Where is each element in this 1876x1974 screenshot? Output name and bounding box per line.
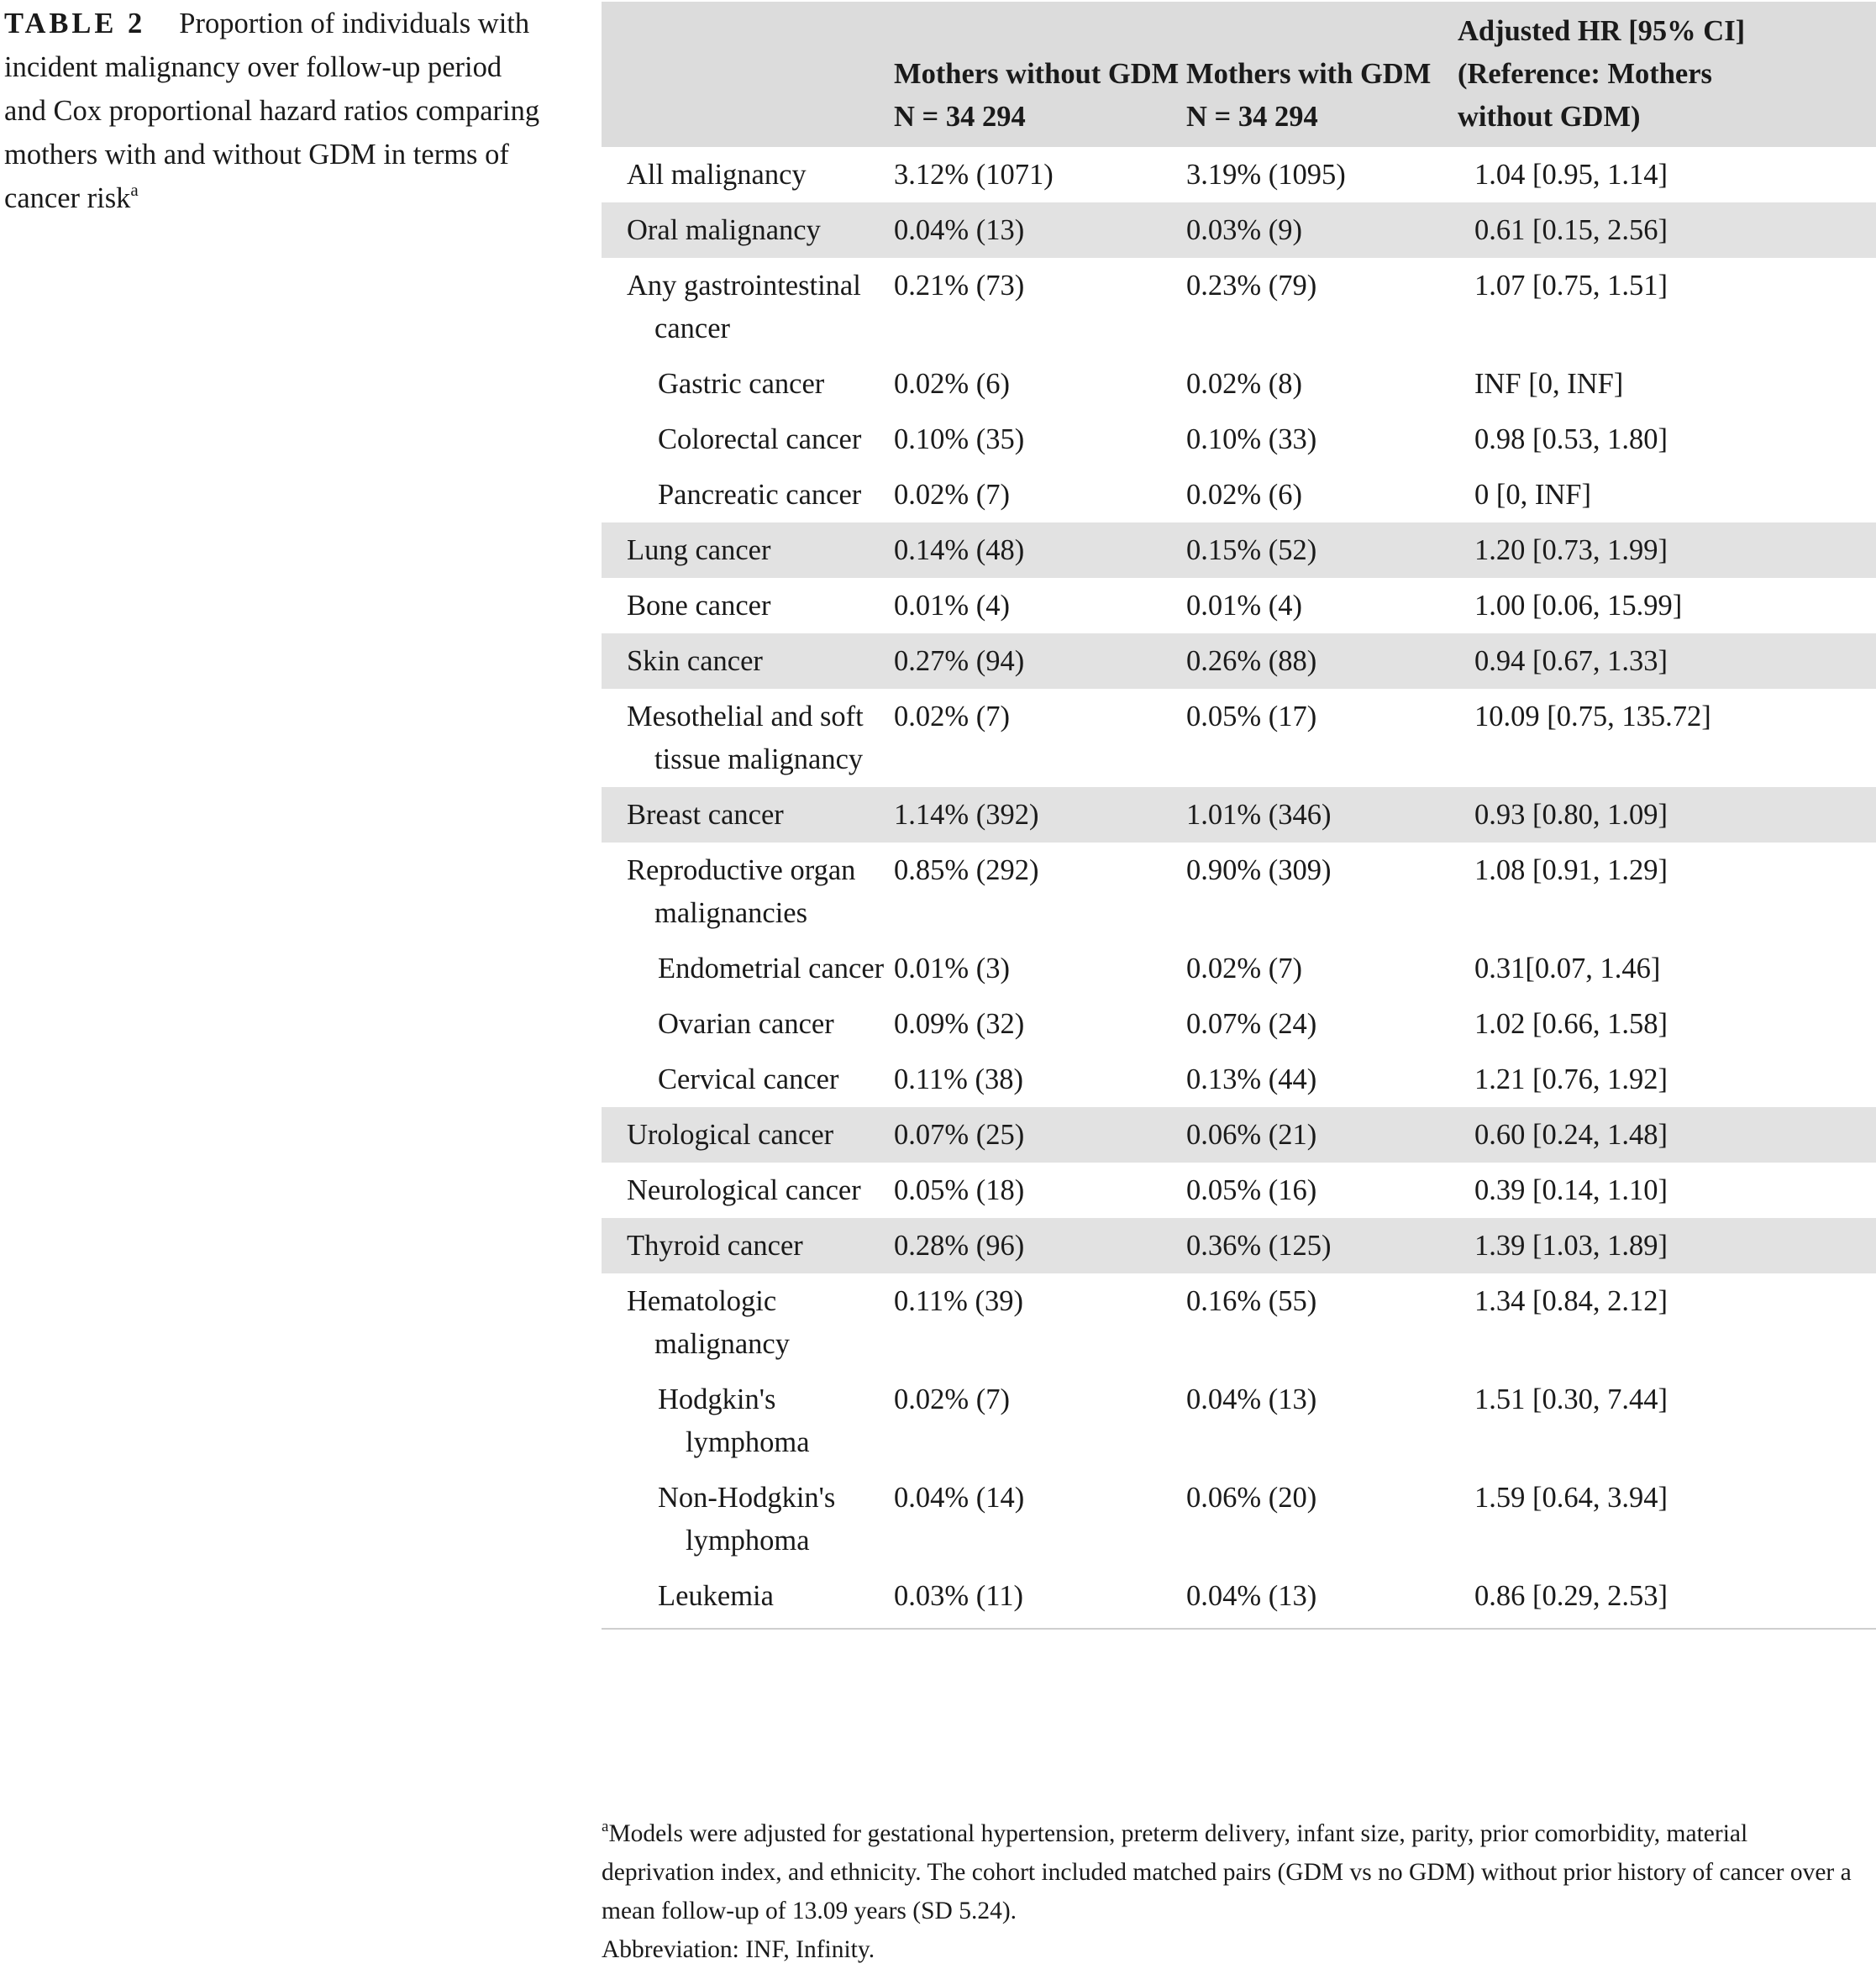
cell-mothers-with-gdm: 0.13% (44) <box>1186 1063 1317 1095</box>
cell-mothers-with-gdm: 0.03% (9) <box>1186 202 1458 258</box>
table-row <box>602 1218 1876 1273</box>
table-row <box>602 633 1876 689</box>
outcome-label: Hematologic malignancy <box>627 1285 790 1360</box>
cell-adjusted-hr: 1.39 [1.03, 1.89] <box>1458 1218 1876 1273</box>
outcome-label: Colorectal cancer <box>658 423 862 455</box>
cell-mothers-without-gdm: 0.07% (25) <box>894 1107 1186 1163</box>
outcome-label: Leukemia <box>658 1580 774 1612</box>
header-mothers-with-gdm <box>1186 2 1458 147</box>
cell-outcome-name <box>602 633 894 689</box>
cell-adjusted-hr: 1.07 [0.75, 1.51] <box>1474 270 1668 302</box>
cell-mothers-without-gdm: 0.02% (7) <box>894 1383 1010 1415</box>
cell-adjusted-hr: INF [0, INF] <box>1474 368 1624 400</box>
table-row <box>602 258 1876 356</box>
cell-mothers-with-gdm: 0.04% (13) <box>1186 1383 1317 1415</box>
outcome-label: Hodgkin's lymphoma <box>658 1383 810 1458</box>
cell-outcome-name <box>602 412 894 467</box>
table-row <box>602 843 1876 941</box>
table-row <box>602 941 1876 996</box>
outcome-label: Breast cancer <box>627 799 784 831</box>
table-row <box>602 1052 1876 1107</box>
cell-adjusted-hr: 0.39 [0.14, 1.10] <box>1474 1174 1668 1206</box>
cell-adjusted-hr: 1.21 [0.76, 1.92] <box>1474 1063 1668 1095</box>
cell-adjusted-hr: 0.31[0.07, 1.46] <box>1474 953 1661 984</box>
cell-mothers-with-gdm: 0.15% (52) <box>1186 522 1458 578</box>
cell-adjusted-hr: 1.04 [0.95, 1.14] <box>1474 159 1668 191</box>
cell-outcome-name <box>602 787 894 843</box>
cell-adjusted-hr: 0.60 [0.24, 1.48] <box>1458 1107 1876 1163</box>
outcome-label: Mesothelial and soft tissue malignancy <box>627 701 864 775</box>
footnote-abbreviation: Abbreviation: INF, Infinity. <box>602 1936 875 1963</box>
cell-outcome-name <box>602 578 894 633</box>
cell-outcome-name <box>602 467 894 522</box>
cell-adjusted-hr: 0.93 [0.80, 1.09] <box>1458 787 1876 843</box>
cell-mothers-without-gdm: 0.02% (7) <box>894 479 1010 511</box>
table-row <box>602 1163 1876 1218</box>
outcome-label: Ovarian cancer <box>658 1008 834 1040</box>
outcome-label: Non-Hodgkin's lymphoma <box>658 1482 836 1557</box>
cell-outcome-name <box>602 1470 894 1568</box>
cell-mothers-without-gdm: 0.21% (73) <box>894 270 1025 302</box>
cell-mothers-without-gdm: 0.09% (32) <box>894 1008 1025 1040</box>
cell-adjusted-hr: 0.86 [0.29, 2.53] <box>1458 1568 1876 1629</box>
cell-mothers-with-gdm: 0.02% (7) <box>1186 953 1302 984</box>
cell-mothers-with-gdm: 0.07% (24) <box>1186 1008 1317 1040</box>
table-row <box>602 689 1876 787</box>
cell-mothers-without-gdm: 0.01% (4) <box>894 590 1010 622</box>
table-footnote <box>602 1814 1862 1969</box>
cell-mothers-without-gdm: 0.11% (39) <box>894 1285 1023 1317</box>
cell-mothers-with-gdm: 0.16% (55) <box>1186 1285 1317 1317</box>
cell-adjusted-hr: 10.09 [0.75, 135.72] <box>1474 701 1711 732</box>
cell-mothers-with-gdm: 0.36% (125) <box>1186 1218 1458 1273</box>
cell-mothers-with-gdm: 0.06% (21) <box>1186 1107 1458 1163</box>
outcome-label: Urological cancer <box>627 1119 834 1151</box>
cell-outcome-name <box>602 1107 894 1163</box>
outcome-label: Neurological cancer <box>627 1174 861 1206</box>
cell-adjusted-hr: 0.94 [0.67, 1.33] <box>1458 633 1876 689</box>
cell-mothers-without-gdm: 0.27% (94) <box>894 633 1186 689</box>
table-row <box>602 1568 1876 1629</box>
outcome-label: Reproductive organ malignancies <box>627 854 856 929</box>
cell-mothers-with-gdm: 0.05% (17) <box>1186 701 1317 732</box>
cell-mothers-with-gdm: 0.02% (6) <box>1186 479 1302 511</box>
cell-mothers-with-gdm: 1.01% (346) <box>1186 787 1458 843</box>
cell-adjusted-hr: 0 [0, INF] <box>1474 479 1591 511</box>
header-hr-text: Adjusted HR [95% CI] (Reference: Mothers without GDM) <box>1458 15 1746 133</box>
cell-mothers-without-gdm: 0.14% (48) <box>894 522 1186 578</box>
table-row <box>602 996 1876 1052</box>
cell-adjusted-hr: 1.20 [0.73, 1.99] <box>1458 522 1876 578</box>
cell-outcome-name <box>602 941 894 996</box>
header-mothers-without-gdm <box>894 2 1186 147</box>
cell-adjusted-hr: 1.08 [0.91, 1.29] <box>1474 854 1668 886</box>
cell-adjusted-hr: 0.98 [0.53, 1.80] <box>1474 423 1668 455</box>
outcome-label: Bone cancer <box>627 590 771 622</box>
outcome-label: Skin cancer <box>627 645 763 677</box>
cell-mothers-with-gdm: 0.04% (13) <box>1186 1568 1458 1629</box>
outcome-label: All malignancy <box>627 159 807 191</box>
outcome-label: Any gastrointestinal cancer <box>627 270 861 344</box>
cell-outcome-name <box>602 1568 894 1629</box>
table-body <box>602 147 1876 1629</box>
header-outcome <box>602 2 894 147</box>
table-row <box>602 1470 1876 1568</box>
header-with-text: Mothers with GDM N = 34 294 <box>1186 58 1432 133</box>
table-row <box>602 147 1876 202</box>
cell-outcome-name <box>602 1218 894 1273</box>
outcome-label: Thyroid cancer <box>627 1230 803 1262</box>
cell-mothers-with-gdm: 0.02% (8) <box>1186 368 1302 400</box>
cell-adjusted-hr: 1.02 [0.66, 1.58] <box>1474 1008 1668 1040</box>
table-row <box>602 202 1876 258</box>
cell-adjusted-hr: 1.51 [0.30, 7.44] <box>1474 1383 1668 1415</box>
outcome-label: Oral malignancy <box>627 214 821 246</box>
cell-outcome-name <box>602 522 894 578</box>
cell-mothers-without-gdm: 0.02% (7) <box>894 701 1010 732</box>
cell-mothers-without-gdm: 0.03% (11) <box>894 1568 1186 1629</box>
cell-mothers-with-gdm: 0.06% (20) <box>1186 1482 1317 1514</box>
cell-mothers-with-gdm: 0.90% (309) <box>1186 854 1332 886</box>
outcome-label: Endometrial cancer <box>658 953 885 984</box>
cell-outcome-name <box>602 1052 894 1107</box>
outcome-label: Cervical cancer <box>658 1063 839 1095</box>
cell-adjusted-hr: 1.59 [0.64, 3.94] <box>1474 1482 1668 1514</box>
cell-mothers-without-gdm: 3.12% (1071) <box>894 159 1054 191</box>
cell-mothers-without-gdm: 0.04% (14) <box>894 1482 1025 1514</box>
table-row <box>602 467 1876 522</box>
table-row <box>602 1107 1876 1163</box>
cell-mothers-without-gdm: 0.10% (35) <box>894 423 1025 455</box>
footnote-text-block <box>602 1814 1862 1930</box>
results-table <box>602 2 1876 1630</box>
cell-mothers-with-gdm: 0.10% (33) <box>1186 423 1317 455</box>
outcome-label: Pancreatic cancer <box>658 479 862 511</box>
caption-footnote-marker: a <box>130 180 139 200</box>
table-row <box>602 578 1876 633</box>
cell-outcome-name <box>602 843 894 941</box>
cell-mothers-with-gdm: 0.26% (88) <box>1186 633 1458 689</box>
header-adjusted-hr <box>1458 2 1876 147</box>
outcome-label: Lung cancer <box>627 534 771 566</box>
cell-mothers-without-gdm: 0.05% (18) <box>894 1174 1025 1206</box>
header-without-text: Mothers without GDM N = 34 294 <box>894 58 1180 133</box>
footnote-text: Models were adjusted for gestational hypertension, preterm delivery, infant size, parity, prior comorbidity, material deprivation index, and ethnicity. The cohort included matched pairs (GDM vs no GDM) without prior history of cancer over a mean follow-up of 13.09 years (SD 5.24). <box>602 1820 1852 1924</box>
cell-mothers-with-gdm: 3.19% (1095) <box>1186 159 1346 191</box>
table-row <box>602 1273 1876 1372</box>
cell-mothers-with-gdm: 0.01% (4) <box>1186 590 1302 622</box>
cell-mothers-without-gdm: 0.11% (38) <box>894 1063 1023 1095</box>
cell-outcome-name <box>602 996 894 1052</box>
table-header-row <box>602 2 1876 147</box>
table-label: TABLE 2 <box>4 8 146 39</box>
table-row <box>602 356 1876 412</box>
outcome-label: Gastric cancer <box>658 368 825 400</box>
table-caption <box>4 2 542 220</box>
cell-outcome-name <box>602 356 894 412</box>
cell-outcome-name <box>602 202 894 258</box>
cell-outcome-name <box>602 1273 894 1372</box>
cell-mothers-without-gdm: 0.28% (96) <box>894 1218 1186 1273</box>
table-row <box>602 1372 1876 1470</box>
cell-mothers-with-gdm: 0.23% (79) <box>1186 270 1317 302</box>
cell-mothers-without-gdm: 1.14% (392) <box>894 787 1186 843</box>
table-row <box>602 522 1876 578</box>
cell-adjusted-hr: 1.00 [0.06, 15.99] <box>1474 590 1683 622</box>
cell-outcome-name <box>602 258 894 356</box>
footnote-marker: a <box>602 1818 609 1835</box>
cell-outcome-name <box>602 1372 894 1470</box>
cell-mothers-without-gdm: 0.04% (13) <box>894 202 1186 258</box>
cell-outcome-name <box>602 1163 894 1218</box>
caption-text: Proportion of individuals with incident malignancy over follow-up period and Cox proportional hazard ratios comparing mothers with and without GDM in terms of cancer risk <box>4 8 540 214</box>
cell-mothers-without-gdm: 0.02% (6) <box>894 368 1010 400</box>
cell-mothers-with-gdm: 0.05% (16) <box>1186 1174 1317 1206</box>
cell-adjusted-hr: 0.61 [0.15, 2.56] <box>1458 202 1876 258</box>
cell-mothers-without-gdm: 0.01% (3) <box>894 953 1010 984</box>
cell-mothers-without-gdm: 0.85% (292) <box>894 854 1039 886</box>
table-row <box>602 787 1876 843</box>
cell-outcome-name <box>602 147 894 202</box>
table-row <box>602 412 1876 467</box>
cell-outcome-name <box>602 689 894 787</box>
cell-adjusted-hr: 1.34 [0.84, 2.12] <box>1474 1285 1668 1317</box>
